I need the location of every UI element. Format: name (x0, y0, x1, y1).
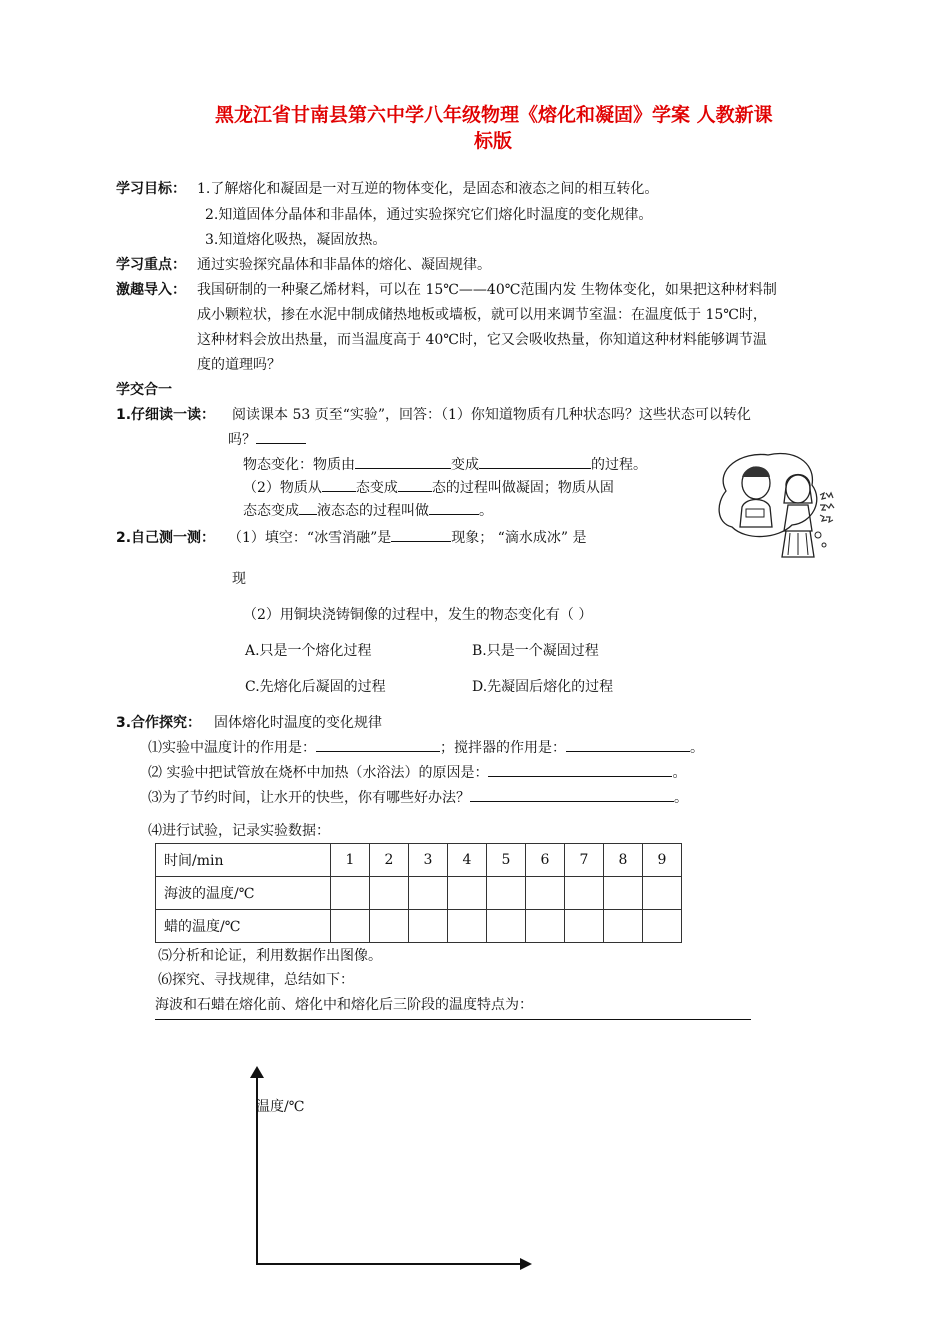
q3-line3-text-a: ⑶为了节约时间，让水开的快些，你有哪些好办法？ (148, 790, 470, 806)
q2-line2: 现 (232, 571, 246, 587)
option-d[interactable]: D.先凝固后熔化的过程 (472, 679, 614, 695)
blank-to-state[interactable] (479, 454, 591, 469)
goal-item-3: 3.知道熔化吸热，凝固放热。 (205, 232, 387, 248)
table-time-4: 4 (448, 844, 487, 877)
table-cell[interactable] (604, 910, 643, 943)
q1-label: 1.仔细读一读： (116, 407, 216, 423)
table-row-label-wax: 蜡的温度/℃ (156, 910, 331, 943)
q1-line3-text-b: 变成 (451, 457, 479, 473)
q3-line3-text-b: 。 (674, 790, 688, 806)
table-cell[interactable] (409, 910, 448, 943)
table-row (156, 877, 682, 910)
goals-label: 学习目标： (116, 181, 186, 197)
table-time-7: 7 (565, 844, 604, 877)
q3-line3 (148, 787, 688, 807)
option-b[interactable]: B.只是一个凝固过程 (472, 643, 599, 659)
table-cell[interactable] (526, 910, 565, 943)
table-cell[interactable] (487, 910, 526, 943)
data-table (155, 843, 682, 943)
q3-line5: ⑸分析和论证，利用数据作出图像。 (158, 948, 382, 964)
intro-line-4: 度的道理吗？ (197, 357, 281, 373)
table-row (156, 910, 682, 943)
table-cell[interactable] (409, 877, 448, 910)
option-a[interactable]: A.只是一个熔化过程 (245, 643, 372, 659)
blank-ice-snow[interactable] (391, 527, 451, 542)
section-header: 学交合一 (116, 382, 172, 398)
intro-line-3: 这种材料会放出热量，而当温度高于 40℃时，它又会吸收热量，你知道这种材料能够调节温 (197, 332, 767, 348)
table-row-label-hypo: 海波的温度/℃ (156, 877, 331, 910)
blank-melting[interactable] (429, 500, 479, 515)
table-cell[interactable] (370, 910, 409, 943)
q2-line1-text-b: 现象； “滴水成冰” 是 (451, 530, 587, 546)
blank-from-state[interactable] (355, 454, 451, 469)
answer-line[interactable] (155, 1019, 751, 1020)
table-cell[interactable] (331, 910, 370, 943)
table-cell[interactable] (487, 877, 526, 910)
q1-line4-text-c: 态的过程叫做凝固；物质从固 (431, 480, 614, 496)
blank-states[interactable] (256, 429, 306, 444)
q1-line2 (228, 429, 306, 449)
table-time-9: 9 (643, 844, 682, 877)
goal-item-2: 2.知道固体分晶体和非晶体，通过实验探究它们熔化时温度的变化规律。 (205, 207, 653, 223)
page-title-line1: 黑龙江省甘南县第六中学八年级物理《熔化和凝固》学案 人教新课 (215, 104, 773, 126)
q2-label: 2.自己测一测： (116, 530, 216, 546)
intro-label: 激趣导入： (116, 282, 186, 298)
q1-line5-text-a: 态态变成 (243, 503, 299, 519)
table-cell[interactable] (604, 877, 643, 910)
x-axis-arrow-icon (520, 1258, 532, 1270)
blank-water-bath-reason[interactable] (488, 762, 672, 777)
blank-melt-from[interactable] (299, 500, 317, 515)
table-cell[interactable] (526, 877, 565, 910)
blank-save-time[interactable] (470, 787, 674, 802)
table-cell[interactable] (565, 877, 604, 910)
q1-line3-text-a: 物态变化：物质由 (243, 457, 355, 473)
q1-line1: 阅读课本 53 页至“实验”，回答：（1）你知道物质有几种状态吗？这些状态可以转化 (232, 407, 751, 423)
q1-line4 (243, 477, 614, 497)
q3-line7: 海波和石蜡在熔化前、熔化中和熔化后三阶段的温度特点为： (155, 997, 533, 1013)
x-axis (256, 1263, 522, 1265)
table-cell[interactable] (565, 910, 604, 943)
q1-line2-text: 吗？ (228, 432, 256, 448)
table-time-2: 2 (370, 844, 409, 877)
q3-line1-text-b: ；搅拌器的作用是： (440, 740, 566, 756)
table-time-6: 6 (526, 844, 565, 877)
table-cell[interactable] (331, 877, 370, 910)
q1-line5 (243, 500, 493, 520)
table-header-time: 时间/min (156, 844, 331, 877)
q3-text: 固体熔化时温度的变化规律 (214, 715, 382, 731)
q3-label: 3.合作探究： (116, 715, 202, 731)
q3-line1-text-a: ⑴实验中温度计的作用是： (148, 740, 316, 756)
q1-line4-text-a: （2）物质从 (243, 480, 322, 496)
q3-line1 (148, 737, 704, 757)
blank-thermometer-role[interactable] (316, 737, 440, 752)
table-time-8: 8 (604, 844, 643, 877)
goal-item-1: 1.了解熔化和凝固是一对互逆的物体变化，是固态和液态之间的相互转化。 (197, 181, 659, 197)
y-axis-label: 温度/℃ (256, 1099, 305, 1115)
q1-line4-text-b: 态变成 (355, 480, 398, 496)
q3-line2-text-a: ⑵ 实验中把试管放在烧杯中加热（水浴法）的原因是： (148, 765, 489, 781)
q1-line5-text-b: 液态态的过程叫做 (317, 503, 429, 519)
option-c[interactable]: C.先熔化后凝固的过程 (245, 679, 386, 695)
table-time-1: 1 (331, 844, 370, 877)
q3-line2-text-b: 。 (672, 765, 687, 781)
blank-stirrer-role[interactable] (566, 737, 690, 752)
focus-label: 学习重点： (116, 257, 186, 273)
table-cell[interactable] (370, 877, 409, 910)
focus-text: 通过实验探究晶体和非晶体的熔化、凝固规律。 (197, 257, 491, 273)
table-time-5: 5 (487, 844, 526, 877)
page-title-line2: 标版 (474, 130, 513, 152)
q1-line3 (243, 454, 647, 474)
table-cell[interactable] (643, 910, 682, 943)
y-axis-arrow-icon (250, 1066, 264, 1078)
blank-solidify-from[interactable] (322, 477, 356, 492)
table-cell[interactable] (448, 877, 487, 910)
intro-line-2: 成小颗粒状，掺在水泥中制成储热地板或墙板，就可以用来调节室温：在温度低于 15℃时， (197, 307, 767, 323)
blank-solidify-to[interactable] (398, 477, 432, 492)
table-time-3: 3 (409, 844, 448, 877)
table-cell[interactable] (448, 910, 487, 943)
q3-line4: ⑷进行试验，记录实验数据： (148, 823, 330, 839)
q1-line5-text-c: 。 (479, 503, 493, 519)
illustration (712, 447, 840, 559)
q1-line3-text-c: 的过程。 (591, 457, 647, 473)
q3-line1-text-c: 。 (690, 740, 704, 756)
table-row-header (156, 844, 682, 877)
q3-line2 (148, 762, 686, 782)
q2-line3: （2）用铜块浇铸铜像的过程中，发生的物态变化有（ ） (243, 607, 593, 623)
q2-line1 (228, 527, 586, 547)
q2-line1-text-a: （1）填空：“冰雪消融”是 (228, 530, 392, 546)
q3-line6: ⑹探究、寻找规律，总结如下： (158, 972, 354, 988)
intro-line-1: 我国研制的一种聚乙烯材料，可以在 15℃——40℃范围内发 生物体变化，如果把这种材料制 (197, 282, 777, 298)
table-cell[interactable] (643, 877, 682, 910)
